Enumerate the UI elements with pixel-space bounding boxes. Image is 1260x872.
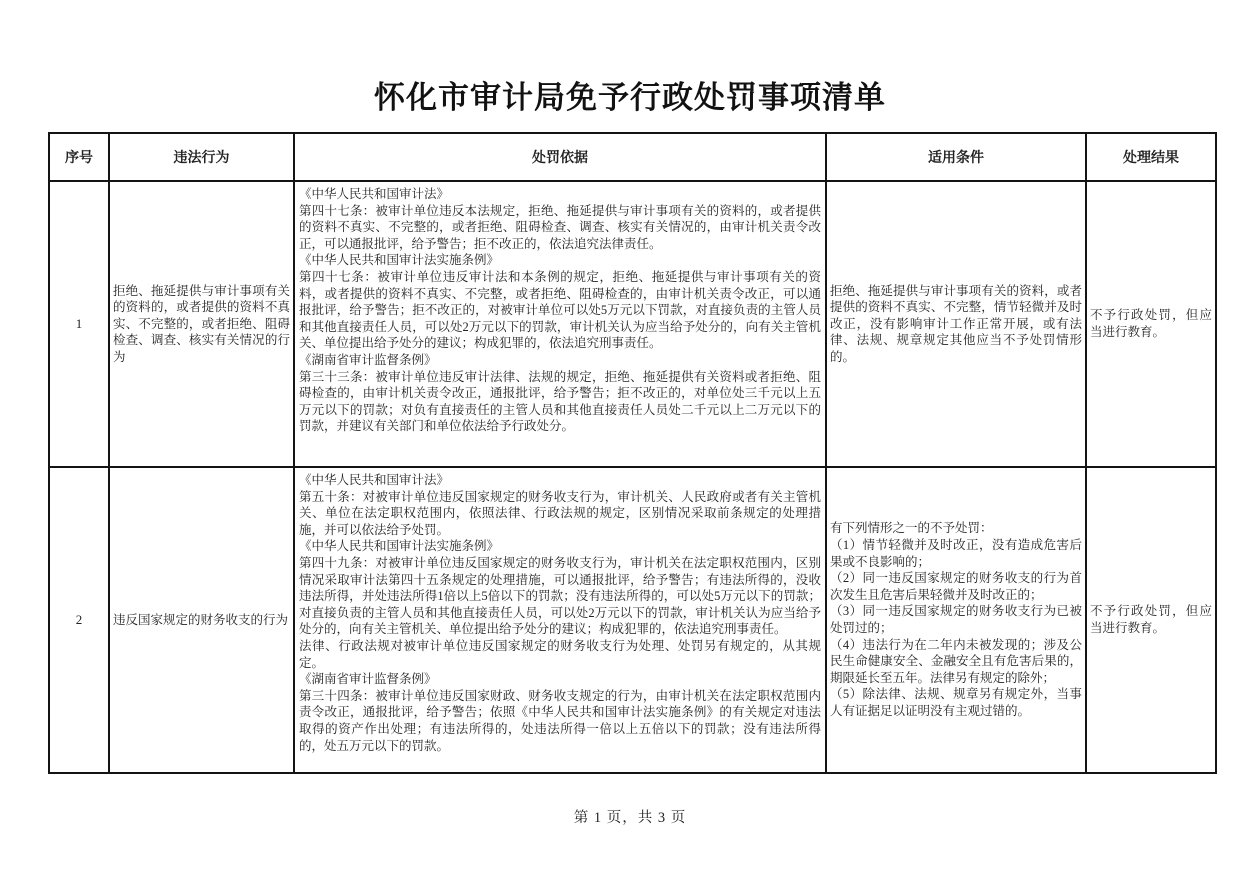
col-header-basis: 处罚依据 [294,133,826,181]
basis-paragraph: 第四十七条：被审计单位违反本法规定，拒绝、拖延提供与审计事项有关的资料的，或者提供的资料不真实、不完整的，或者拒绝、阻碍检查、调查、核实有关情况的，由审计机关责令改正，可以通报批评，给予警告；拒不改正的，依法追究法律责任。 [299,203,821,251]
basis-paragraph: 第五十条：对被审计单位违反国家规定的财务收支行为，审计机关、人民政府或者有关主管机关、单位在法定职权范围内，依照法律、行政法规的规定，区别情况采取前条规定的处理措施，并可以依法给予处罚。 [299,489,821,537]
basis-paragraph: 《中华人民共和国审计法》 [299,187,450,201]
cell-violation: 拒绝、拖延提供与审计事项有关的资料的，或者提供的资料不真实、不完整的，或者拒绝、阻碍检查、调查、核实有关情况的行为 [109,181,294,467]
col-header-index: 序号 [49,133,109,181]
condition-paragraph: 有下列情形之一的不予处罚： [830,521,993,536]
cell-condition [826,467,1086,773]
condition-paragraph: （5）除法律、法规、规章另有规定外，当事人有证据足以证明没有主观过错的。 [830,687,1082,718]
page-number: 第 1 页，共 3 页 [573,810,687,826]
condition-paragraph: （4）违法行为在二年内未被发现的；涉及公民生命健康安全、金融安全且有危害后果的，期限延长至五年。法律另有规定的除外； [830,637,1082,685]
basis-paragraph: 《中华人民共和国审计法实施条例》 [299,253,500,268]
condition-paragraph: 拒绝、拖延提供与审计事项有关的资料，或者提供的资料不真实、不完整，情节轻微并及时改正，没有影响审计工作正常开展，或有法律、法规、规章规定其他应当不予处罚情形的。 [830,283,1082,364]
table-header-row [49,133,1216,181]
col-header-violation: 违法行为 [109,133,294,181]
col-header-result: 处理结果 [1086,133,1216,181]
col-header-condition: 适用条件 [826,133,1086,181]
basis-paragraph: 《湖南省审计监督条例》 [299,672,437,687]
table-row [49,181,1216,467]
condition-paragraph: （3）同一违反国家规定的财务收支行为已被处罚过的； [830,604,1082,635]
page-title: 怀化市审计局免予行政处罚事项清单 [374,80,886,115]
cell-basis [294,467,826,773]
basis-paragraph: 第四十七条：被审计单位违反审计法和本条例的规定，拒绝、拖延提供与审计事项有关的资料，或者提供的资料不真实、不完整，或者拒绝、阻碍检查的，由审计机关责令改正，可以通报批评，给予警告；拒不改正的，对被审计单位可以处5万元以下罚款，对直接负责的主管人员和其他直接责任人员，可以处2万元以下的罚款，审计机关认为应当给予处分的，向有关主管机关、单位提出给予处分的建议；构成犯罪的，依法追究刑事责任。 [299,269,821,351]
basis-paragraph: 《中华人民共和国审计法》 [299,473,450,487]
cell-index: 2 [49,467,109,773]
basis-paragraph: 第三十四条：被审计单位违反国家财政、财务收支规定的行为，由审计机关在法定职权范围内责令改正，通报批评，给予警告；依照《中华人民共和国审计法实施条例》的有关规定对违法取得的资产作出处理；有违法所得的，处违法所得一倍以上五倍以下的罚款；没有违法所得的，处五万元以下的罚款。 [299,688,821,753]
cell-index: 1 [49,181,109,467]
basis-paragraph: 《湖南省审计监督条例》 [299,352,437,367]
basis-paragraph: 《中华人民共和国审计法实施条例》 [299,539,500,554]
penalty-exemption-table [48,132,1217,774]
condition-paragraph: （2）同一违反国家规定的财务收支的行为首次发生且危害后果轻微并及时改正的； [830,571,1082,602]
cell-violation: 违反国家规定的财务收支的行为 [109,467,294,773]
table-row [49,467,1216,773]
cell-basis [294,181,826,467]
basis-paragraph: 第四十九条：对被审计单位违反国家规定的财务收支行为，审计机关在法定职权范围内，区别情况采取审计法第四十五条规定的处理措施，可以通报批评，给予警告；有违法所得的，没收违法所得，并处违法所得1倍以上5倍以下的罚款；没有违法所得的，可以处5万元以下的罚款；对直接负责的主管人员和其他直接责任人员，可以处2万元以下的罚款，审计机关认为应当给予处分的，向有关主管机关、单位提出给予处分的建议；构成犯罪的，依法追究刑事责任。 [299,555,821,637]
cell-result: 不予行政处罚，但应当进行教育。 [1086,467,1216,773]
condition-paragraph: （1）情节轻微并及时改正，没有造成危害后果或不良影响的； [830,538,1082,569]
cell-condition [826,181,1086,467]
cell-result: 不予行政处罚，但应当进行教育。 [1086,181,1216,467]
basis-paragraph: 法律、行政法规对被审计单位违反国家规定的财务收支行为处理、处罚另有规定的，从其规定。 [299,638,821,670]
basis-paragraph: 第三十三条：被审计单位违反审计法律、法规的规定，拒绝、拖延提供有关资料或者拒绝、阻碍检查的，由审计机关责令改正，通报批评，给予警告；拒不改正的，对单位处三千元以上五万元以下的罚款；对负有直接责任的主管人员和其他直接责任人员处二千元以上二万元以下的罚款，并建议有关部门和单位依法给予行政处分。 [299,369,821,434]
